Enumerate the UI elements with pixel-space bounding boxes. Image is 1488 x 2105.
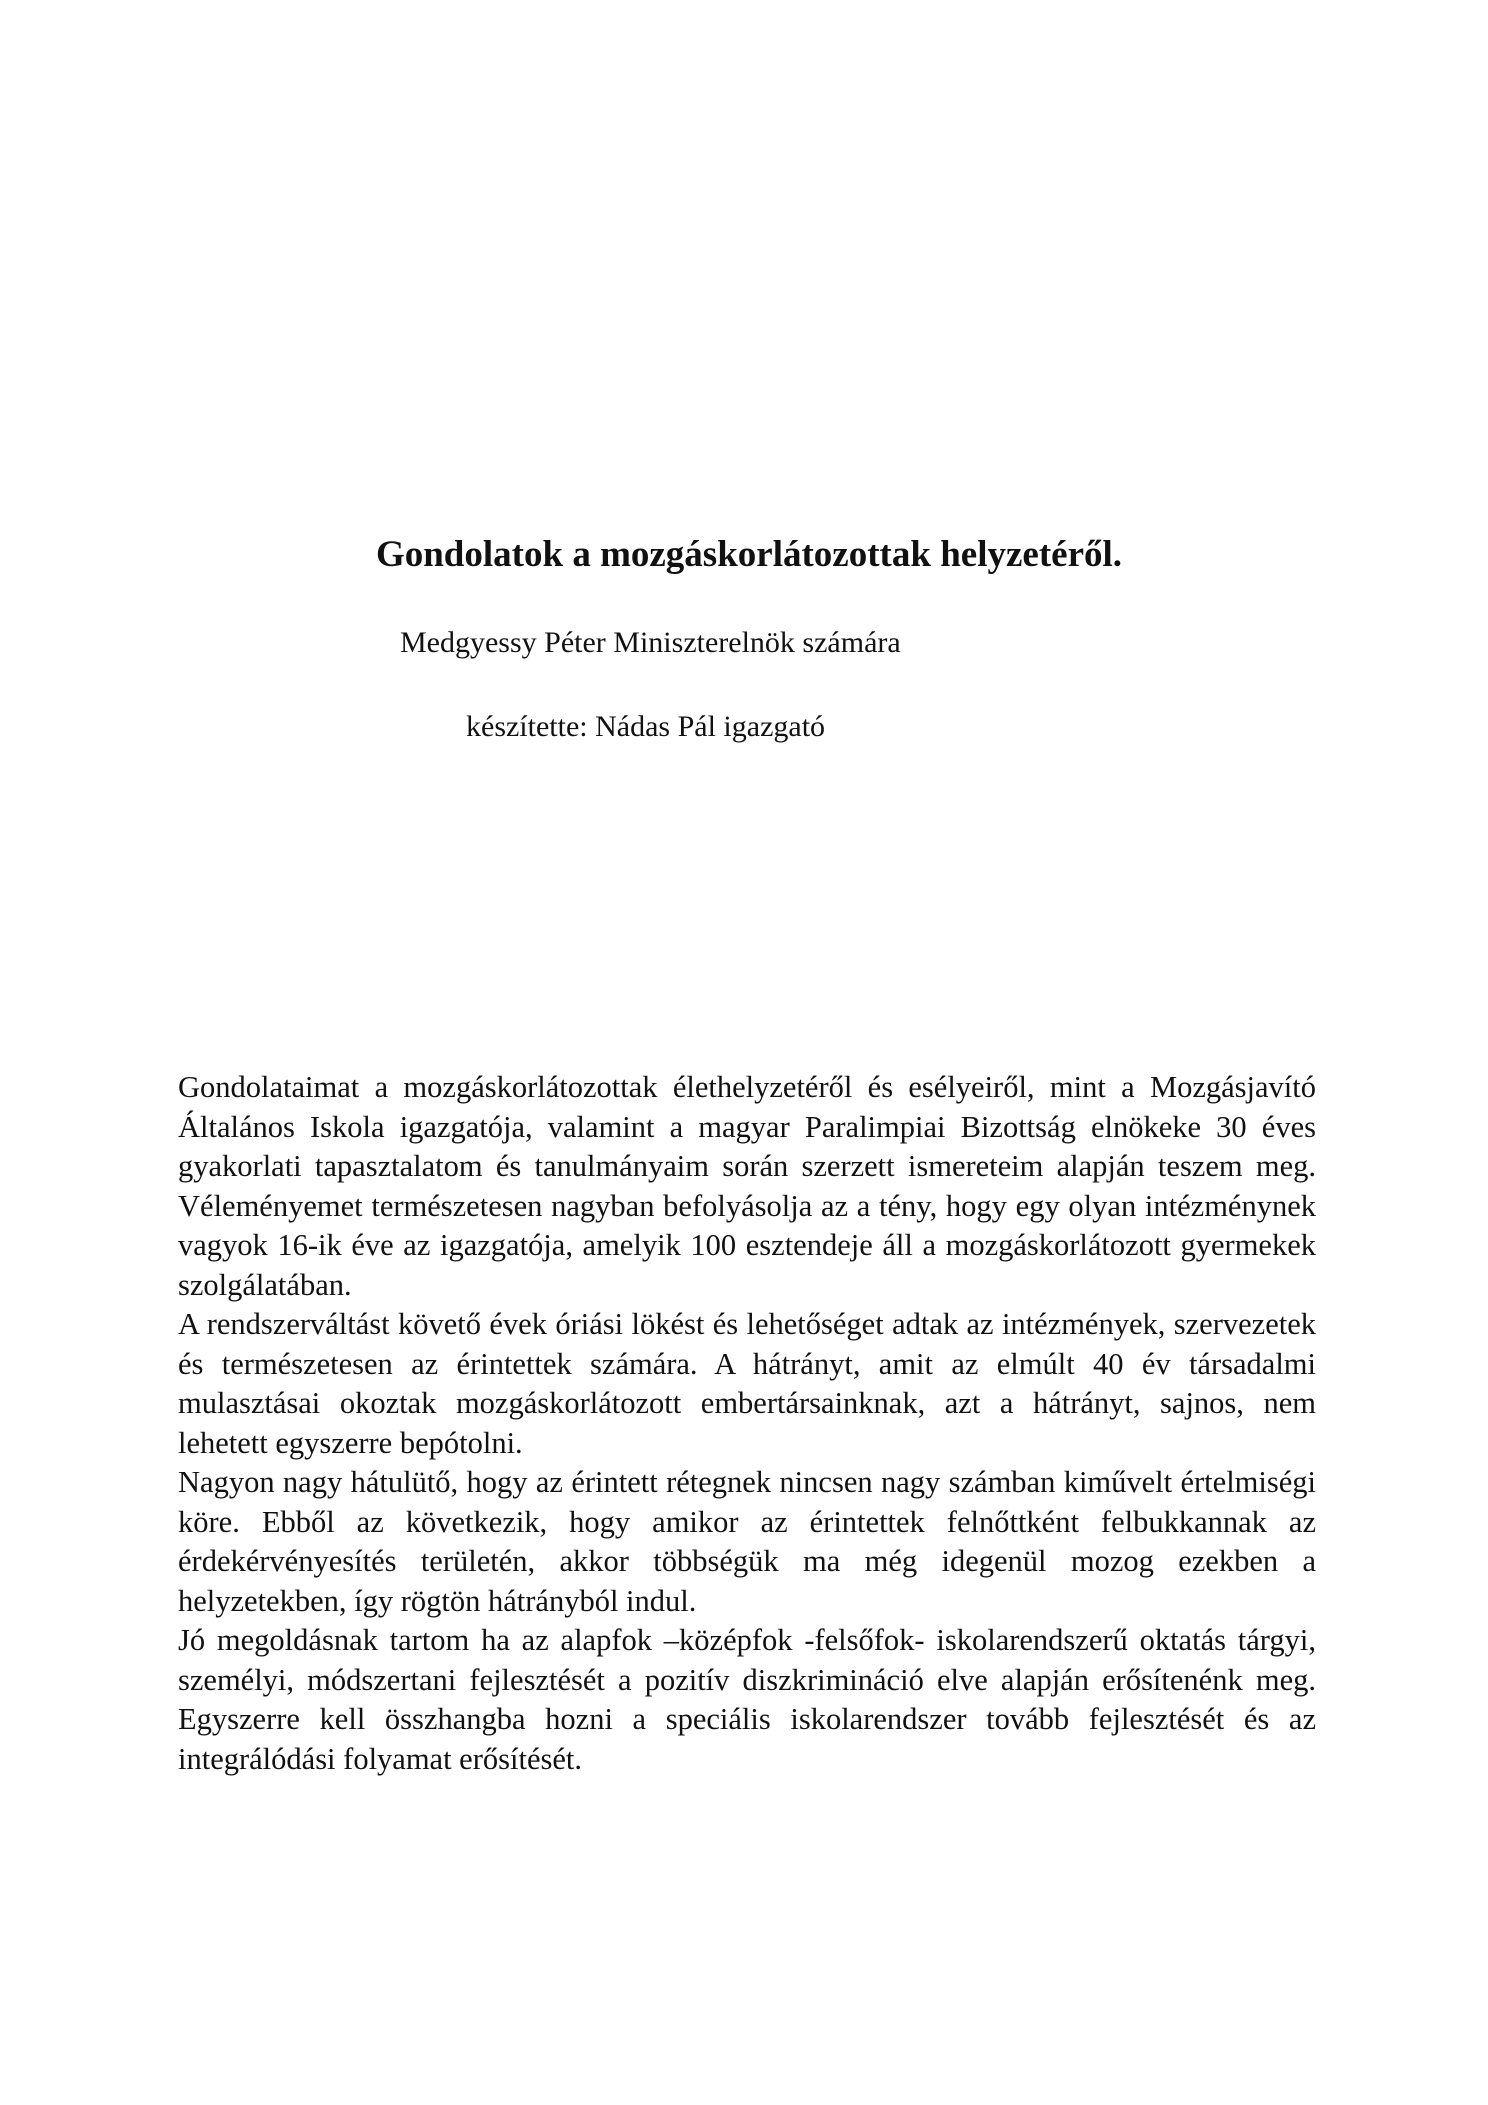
body-paragraph: Gondolataimat a mozgáskorlátozottak élethelyzetéről és esélyeiről, mint a Mozgásjavító Általános Iskola igazgatója, valamint a magyar Paralimpiai Bizottság elnökeke 30 éves gyakorlati tapasztalatom és tanulmányaim során szerzett ismereteim alapján teszem meg. Véleményemet természetesen nagyban befolyásolja az a tény, hogy egy olyan intézménynek vagyok 16-ik éve az igazgatója, amelyik 100 esztendeje áll a mozgáskorlátozott gyermekek szolgálatában.: [178, 1070, 1316, 1302]
document-subtitle: Medgyessy Péter Miniszterelnök számára: [400, 626, 901, 659]
body-paragraph: Jó megoldásnak tartom ha az alapfok –középfok -felsőfok- iskolarendszerű oktatás tárgyi, személyi, módszertani fejlesztését a pozitív diszkrimináció elve alapján erősítenénk meg. Egyszerre kell összhangba hozni a speciális iskolarendszer tovább fejlesztését és az integrálódási folyamat erősítését.: [178, 1623, 1316, 1776]
document-body: [178, 1068, 1316, 1779]
document-author-line: készítette: Nádas Pál igazgató: [466, 710, 826, 743]
body-paragraph: A rendszerváltást követő évek óriási lökést és lehetőséget adtak az intézmények, szervezetek és természetesen az érintettek számára. A hátrányt, amit az elmúlt 40 év társadalmi mulasztásai okoztak mozgáskorlátozott embertársainknak, azt a hátrányt, sajnos, nem lehetett egyszerre bepótolni.: [178, 1307, 1316, 1460]
document-title: Gondolatok a mozgáskorlátozottak helyzetéről.: [375, 534, 1123, 575]
body-paragraph: Nagyon nagy hátulütő, hogy az érintett rétegnek nincsen nagy számban kiművelt értelmiségi köre. Ebből az következik, hogy amikor az érintettek felnőttként felbukkannak az érdekérvényesítés területén, akkor többségük ma még idegenül mozog ezekben a helyzetekben, így rögtön hátrányból indul.: [178, 1465, 1316, 1618]
